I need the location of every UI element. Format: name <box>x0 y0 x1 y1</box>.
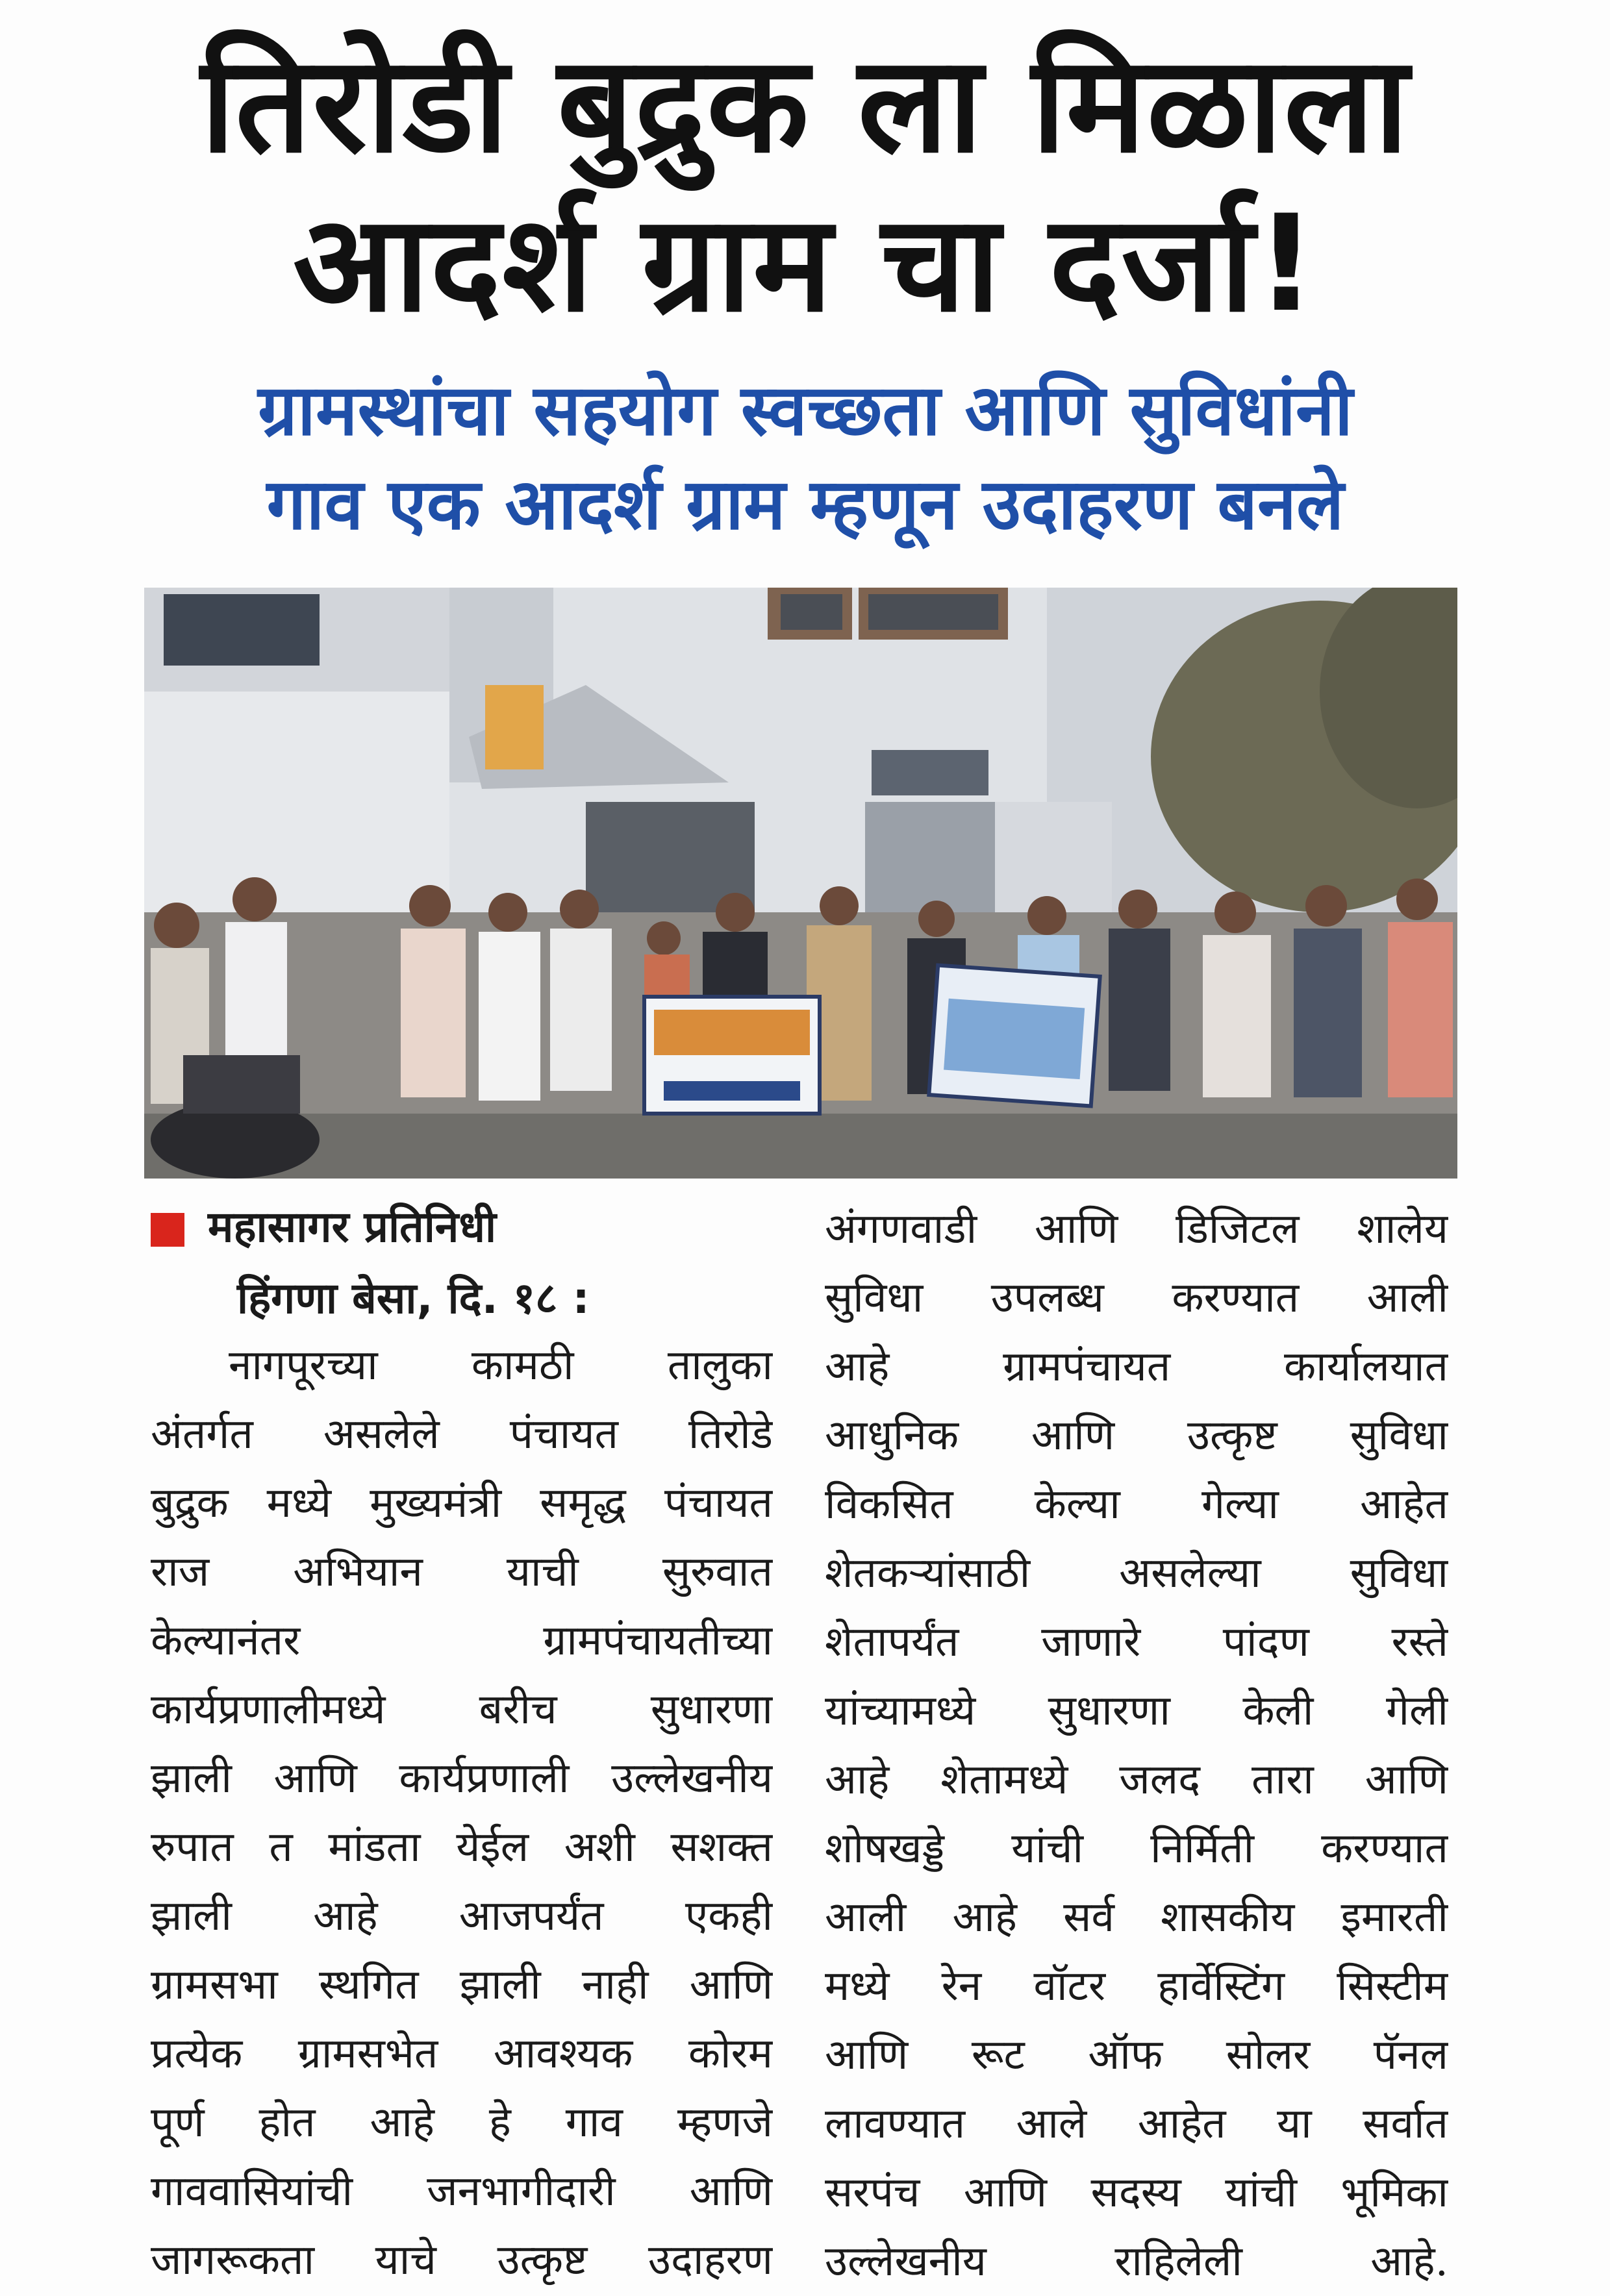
article-line: ग्रामसभा स्थगित झाली नाही आणि <box>151 1961 773 2009</box>
article-line: जागरूकता याचे उत्कृष्ट उदाहरण <box>151 2236 773 2284</box>
group-photo <box>144 588 1457 1179</box>
article-line: आली आहे सर्व शासकीय इमारती <box>825 1893 1448 1941</box>
article-line: पूर्ण होत आहे हे गाव म्हणजे <box>151 2099 773 2147</box>
article-line: आणि रूट ऑफ सोलर पॅनल <box>825 2031 1448 2079</box>
subheadline-line-2: गाव एक आदर्श ग्राम म्हणून उदाहरण बनले <box>266 464 1344 545</box>
headline-line-2: आदर्श ग्राम चा दर्जा! <box>293 187 1318 342</box>
group-photo-illustration <box>144 588 1457 1179</box>
article-line: आहे ग्रामपंचायत कार्यालयात <box>825 1343 1448 1391</box>
subheadline-line-1: ग्रामस्थांचा सहयोग स्वच्छता आणि सुविधांनी <box>258 370 1353 451</box>
article-line: कार्यप्रणालीमध्ये बरीच सुधारणा <box>151 1686 773 1734</box>
article-line: यांच्यामध्ये सुधारणा केली गेली <box>825 1687 1448 1735</box>
article-line: अंगणवाडी आणि डिजिटल शालेय <box>825 1205 1448 1253</box>
byline-dateline: हिंगणा बेसा, दि. १८ : <box>237 1273 590 1323</box>
headline <box>110 26 1500 344</box>
article-column-right <box>825 1195 1448 2296</box>
article-column-left <box>151 1331 773 2295</box>
subheadline <box>149 364 1461 552</box>
article-line: उल्लेखनीय राहिलेली आहे. <box>825 2238 1448 2286</box>
byline-bullet <box>151 1213 184 1247</box>
article-line: प्रत्येक ग्रामसभेत आवश्यक कोरम <box>151 2030 773 2078</box>
headline-line-1: तिरोडी बुद्रुक ला मिळाला <box>201 28 1410 182</box>
article-line: सुविधा उपलब्ध करण्यात आली <box>825 1274 1448 1322</box>
byline-author: महासागर प्रतिनिधी <box>208 1202 497 1252</box>
article-line: शेतकऱ्यांसाठी असलेल्या सुविधा <box>825 1549 1448 1597</box>
article-line: लावण्यात आले आहेत या सर्वात <box>825 2100 1448 2148</box>
article-line: नागपूरच्या कामठी तालुका <box>229 1341 773 1390</box>
article-line: शोषखड्डे यांची निर्मिती करण्यात <box>825 1825 1448 1873</box>
article-line: मध्ये रेन वॉटर हार्वेस्टिंग सिस्टीम <box>825 1962 1448 2010</box>
article-line: रुपात त मांडता येईल अशी सशक्त <box>151 1823 773 1871</box>
article-line: विकसित केल्या गेल्या आहेत <box>825 1480 1448 1529</box>
article-line: शेतापर्यंत जाणारे पांदण रस्ते <box>825 1618 1448 1666</box>
article-line: सरपंच आणि सदस्य यांची भूमिका <box>825 2169 1448 2217</box>
article-line: गाववासियांची जनभागीदारी आणि <box>151 2167 773 2215</box>
article-line: झाली आणि कार्यप्रणाली उल्लेखनीय <box>151 1754 773 1803</box>
article-line: राज अभियान याची सुरुवात <box>151 1548 773 1596</box>
article-line: आहे शेतामध्ये जलद तारा आणि <box>825 1756 1448 1804</box>
article-line: बुद्रुक मध्ये मुख्यमंत्री समृद्ध पंचायत <box>151 1479 773 1527</box>
article-line: आधुनिक आणि उत्कृष्ट सुविधा <box>825 1412 1448 1460</box>
article-line: केल्यानंतर ग्रामपंचायतीच्या <box>151 1617 773 1665</box>
article-line: अंतर्गत असलेले पंचायत तिरोडे <box>151 1410 773 1458</box>
article-line: झाली आहे आजपर्यंत एकही <box>151 1892 773 1940</box>
